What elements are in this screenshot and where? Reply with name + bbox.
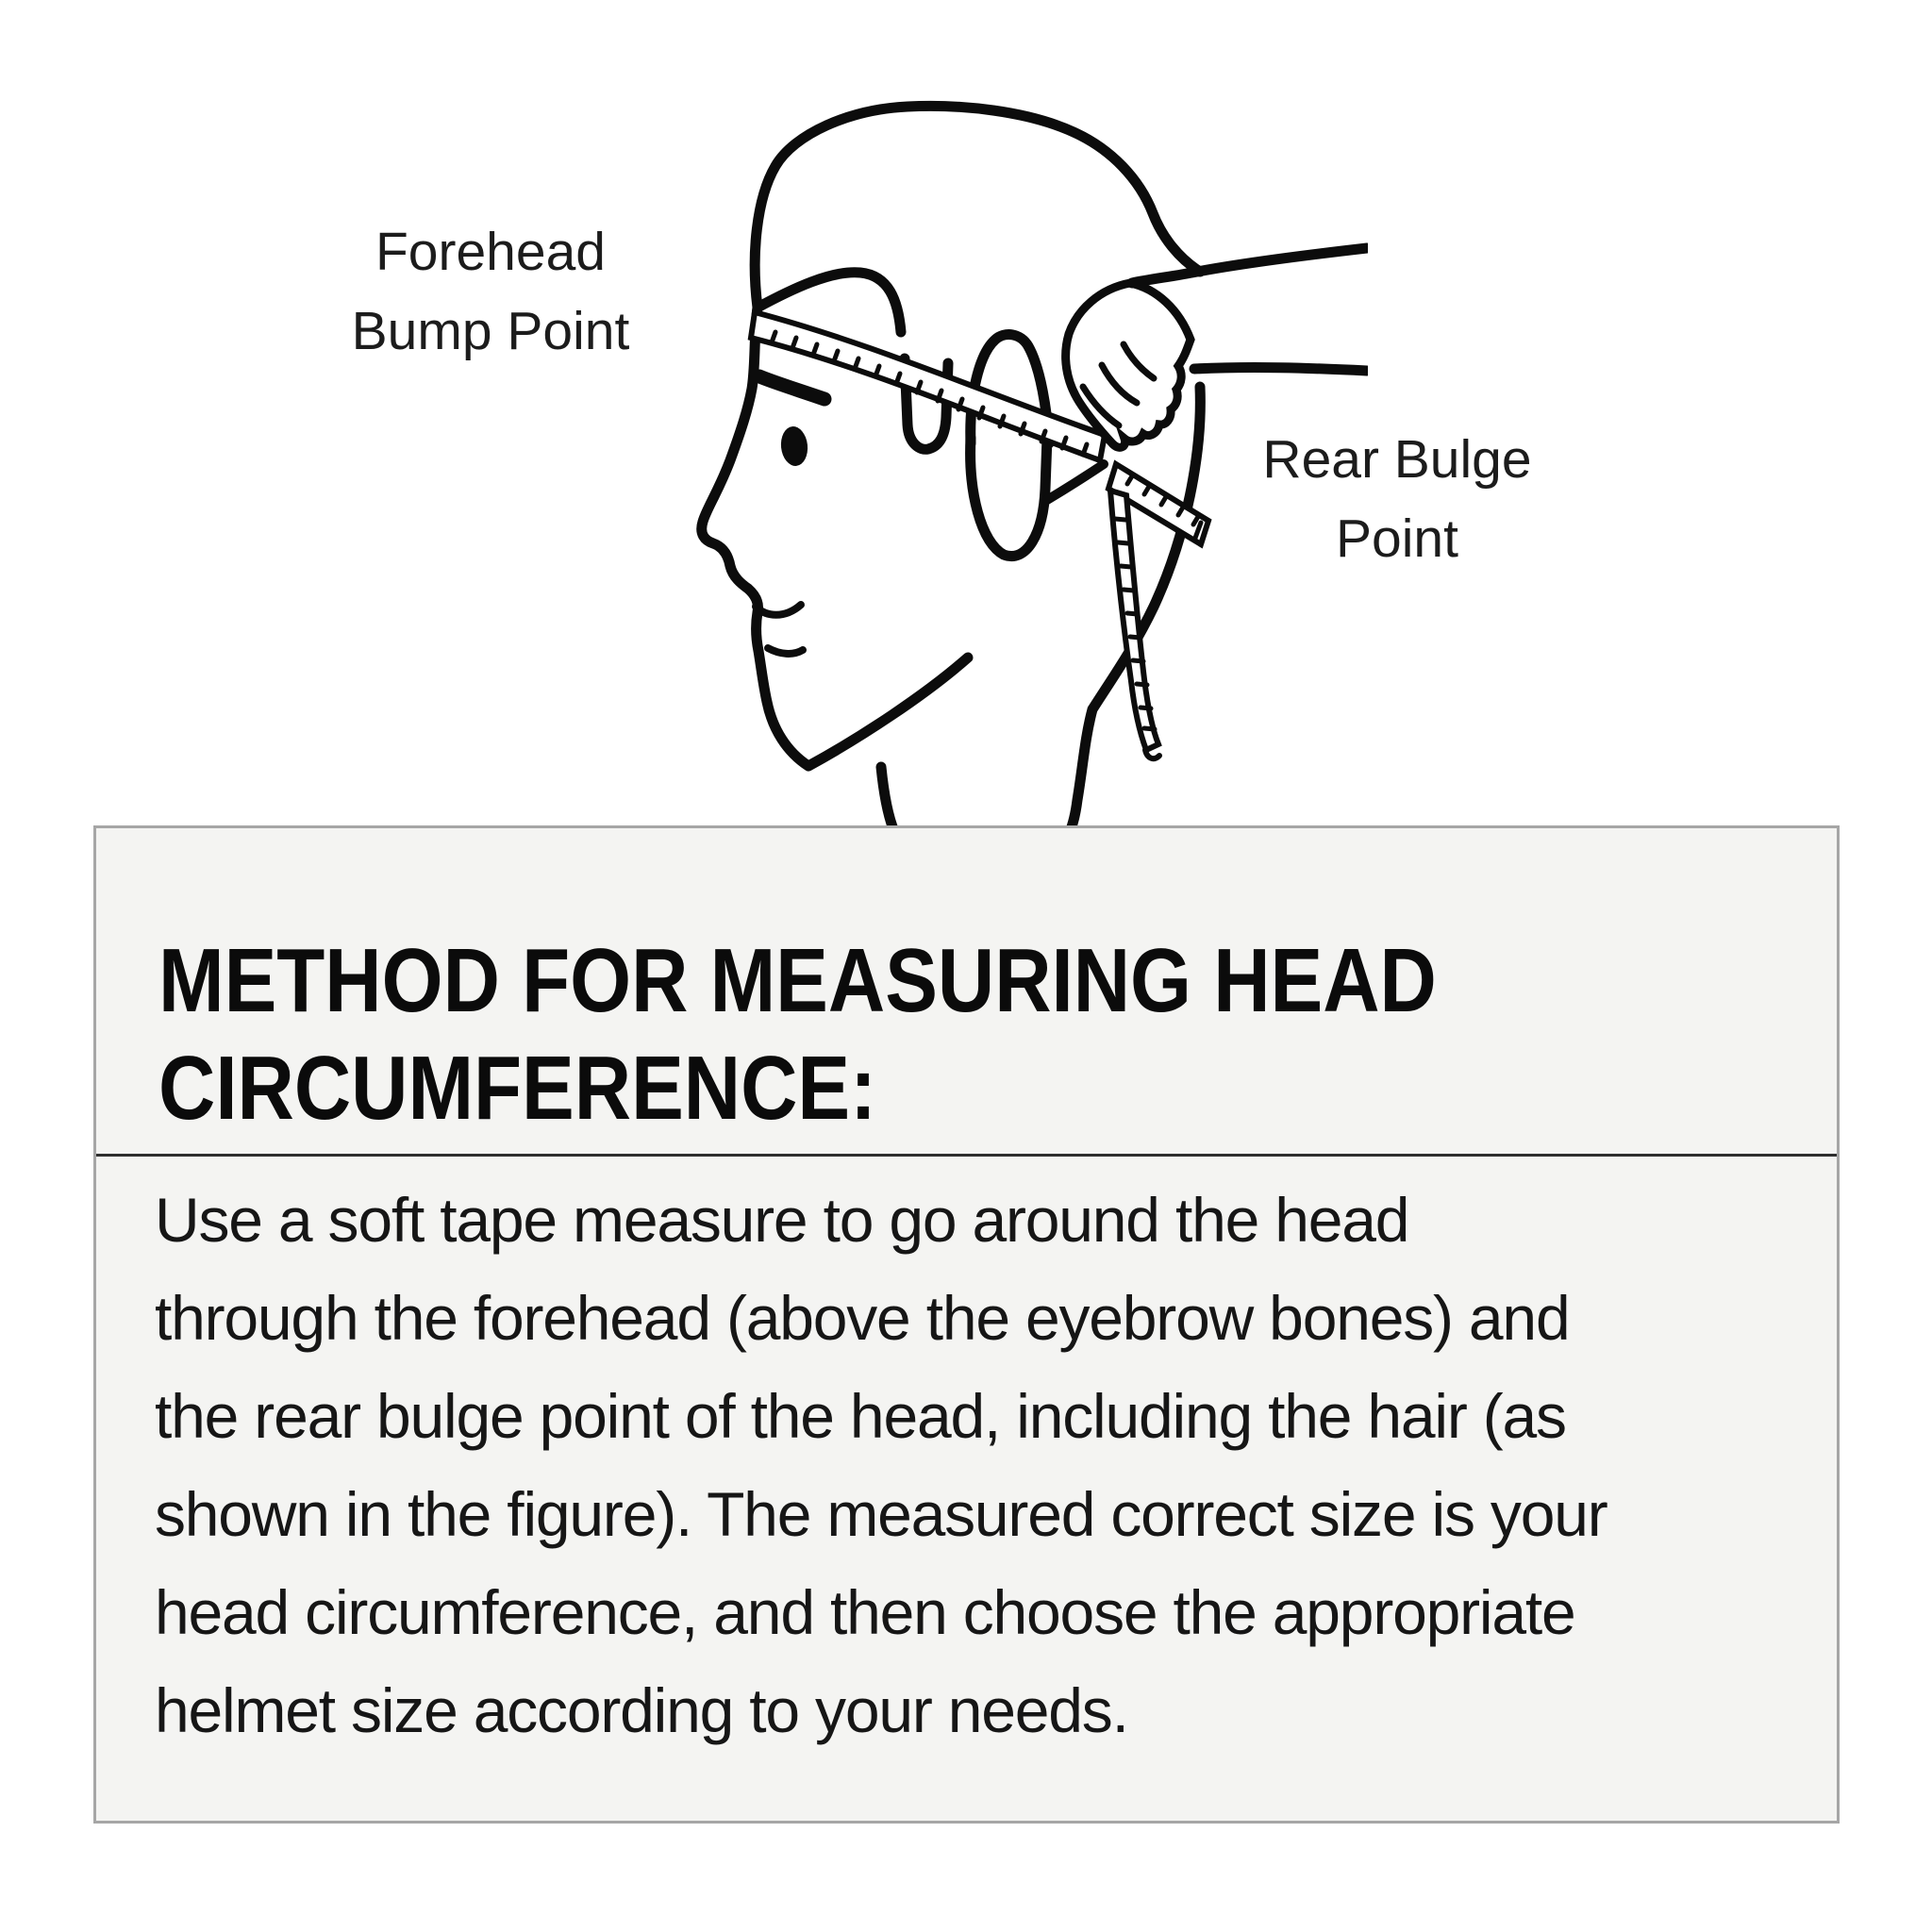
label-line: Point <box>1336 508 1458 569</box>
body-line: Use a soft tape measure to go around the head <box>155 1185 1409 1255</box>
label-line: Forehead <box>375 222 606 282</box>
info-box <box>93 825 1840 1824</box>
label-rear-bulge-point <box>1223 420 1572 578</box>
body-line: shown in the figure). The measured correct size is your <box>155 1479 1607 1549</box>
divider-line <box>96 1154 1837 1157</box>
head-measurement-illustration <box>0 0 1932 825</box>
label-line: Rear Bulge <box>1262 429 1532 490</box>
body-line: through the forehead (above the eyebrow bones) and <box>155 1283 1570 1353</box>
body-line: head circumference, and then choose the appropriate <box>155 1577 1575 1647</box>
body-line: helmet size according to your needs. <box>155 1675 1128 1745</box>
info-box-heading: METHOD FOR MEASURING HEAD CIRCUMFERENCE: <box>158 930 1437 1139</box>
label-line: Bump Point <box>351 301 630 361</box>
info-box-body <box>155 1171 1607 1759</box>
body-line: the rear bulge point of the head, including the hair (as <box>155 1381 1566 1451</box>
label-forehead-bump-point <box>302 212 679 371</box>
